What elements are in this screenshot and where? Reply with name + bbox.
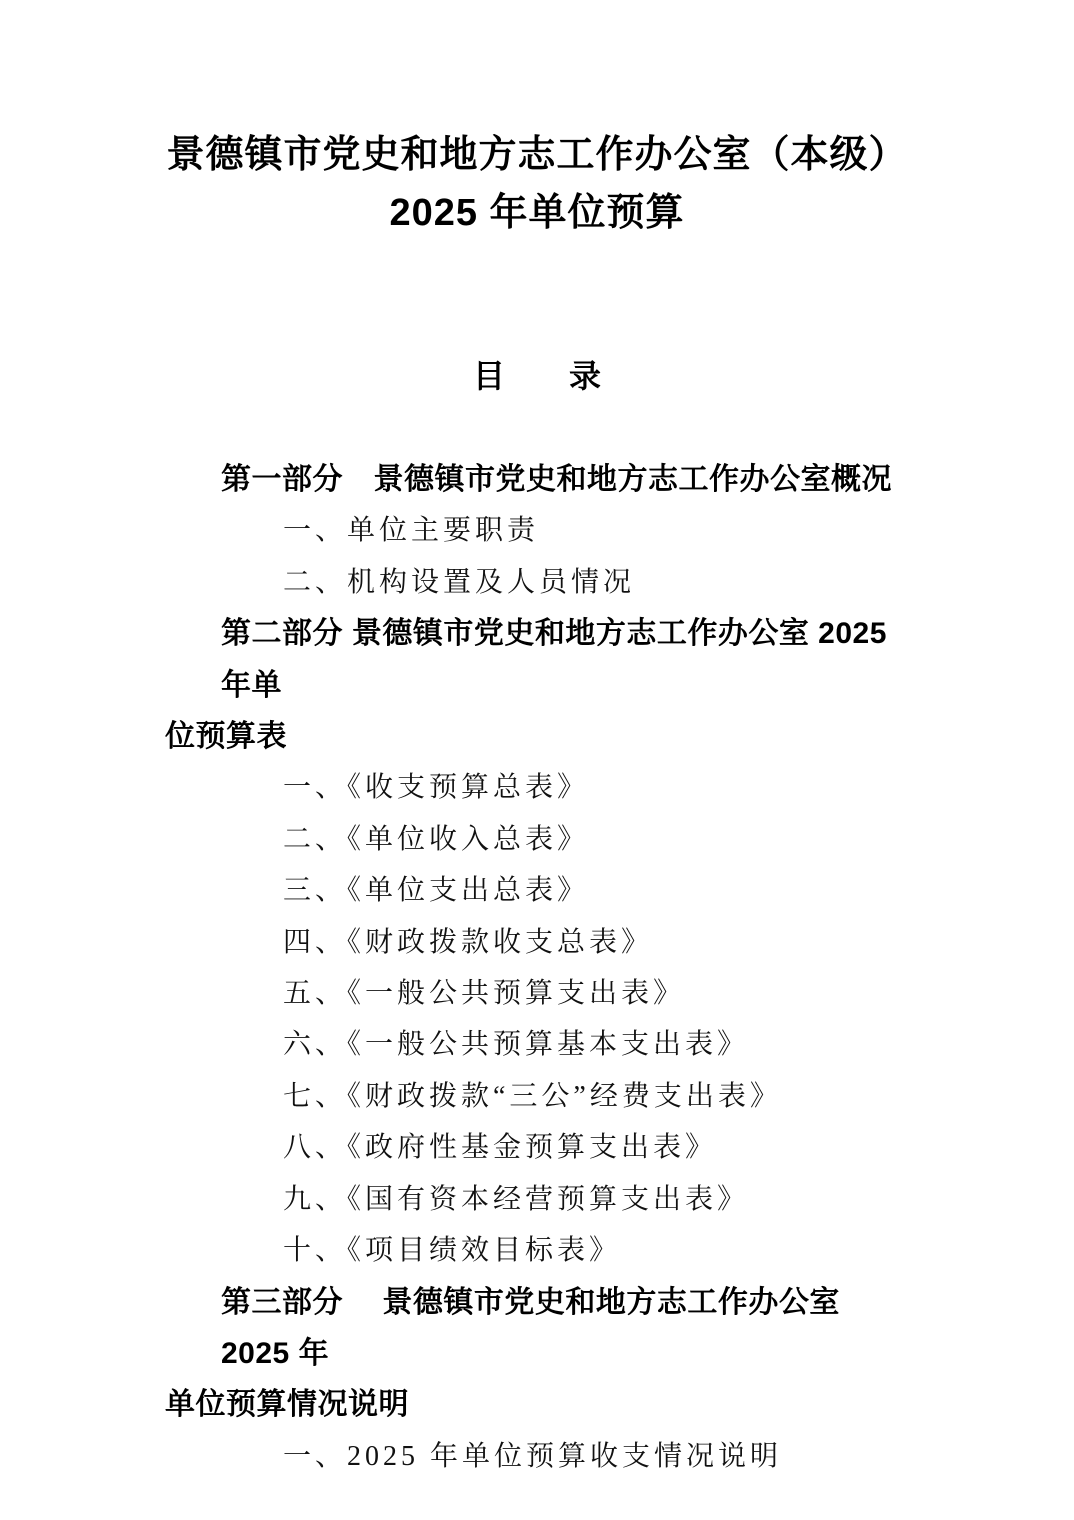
document-title — [165, 126, 909, 242]
toc-part2-item-4: 四、《财政拨款收支总表》 — [283, 926, 654, 958]
toc-part2-heading-line-2: 位预算表 — [165, 720, 287, 754]
toc-title: 目 录 — [472, 358, 601, 394]
toc-part3-heading-line-1: 第三部分 景德镇市党史和地方志工作办公室 2025 年 — [221, 1285, 849, 1370]
toc-part2-item-3: 三、《单位支出总表》 — [283, 875, 590, 907]
toc-part1-heading: 第一部分 景德镇市党史和地方志工作办公室概况 — [221, 463, 892, 496]
toc-part2-item-6: 六、《一般公共预算基本支出表》 — [283, 1029, 750, 1061]
toc-part2-item-8: 八、《政府性基金预算支出表》 — [283, 1132, 718, 1164]
toc-part1-item-2: 二、机构设置及人员情况 — [283, 566, 636, 598]
toc-part2-item-10: 十、《项目绩效目标表》 — [283, 1235, 622, 1267]
document-content — [0, 126, 1074, 1482]
toc-part1-item-1: 一、单位主要职责 — [283, 515, 540, 547]
toc-part2-item-2: 二、《单位收入总表》 — [283, 823, 590, 855]
document-title-line-1: 景德镇市党史和地方志工作办公室（本级） — [166, 134, 908, 176]
toc-part3-heading-line-2: 单位预算情况说明 — [165, 1388, 409, 1422]
document-title-line-2: 2025 年单位预算 — [389, 192, 685, 234]
toc-part2-heading-line-1: 第二部分 景德镇市党史和地方志工作办公室 2025 年单 — [221, 617, 896, 702]
toc-part3-item-1: 一、2025 年单位预算收支情况说明 — [283, 1440, 783, 1472]
toc-part2-item-9: 九、《国有资本经营预算支出表》 — [283, 1183, 750, 1215]
toc-list — [165, 454, 909, 1482]
toc-part2-item-5: 五、《一般公共预算支出表》 — [283, 978, 686, 1010]
toc-part2-item-1: 一、《收支预算总表》 — [283, 772, 590, 804]
toc-part2-item-7: 七、《财政拨款“三公”经费支出表》 — [283, 1080, 782, 1112]
